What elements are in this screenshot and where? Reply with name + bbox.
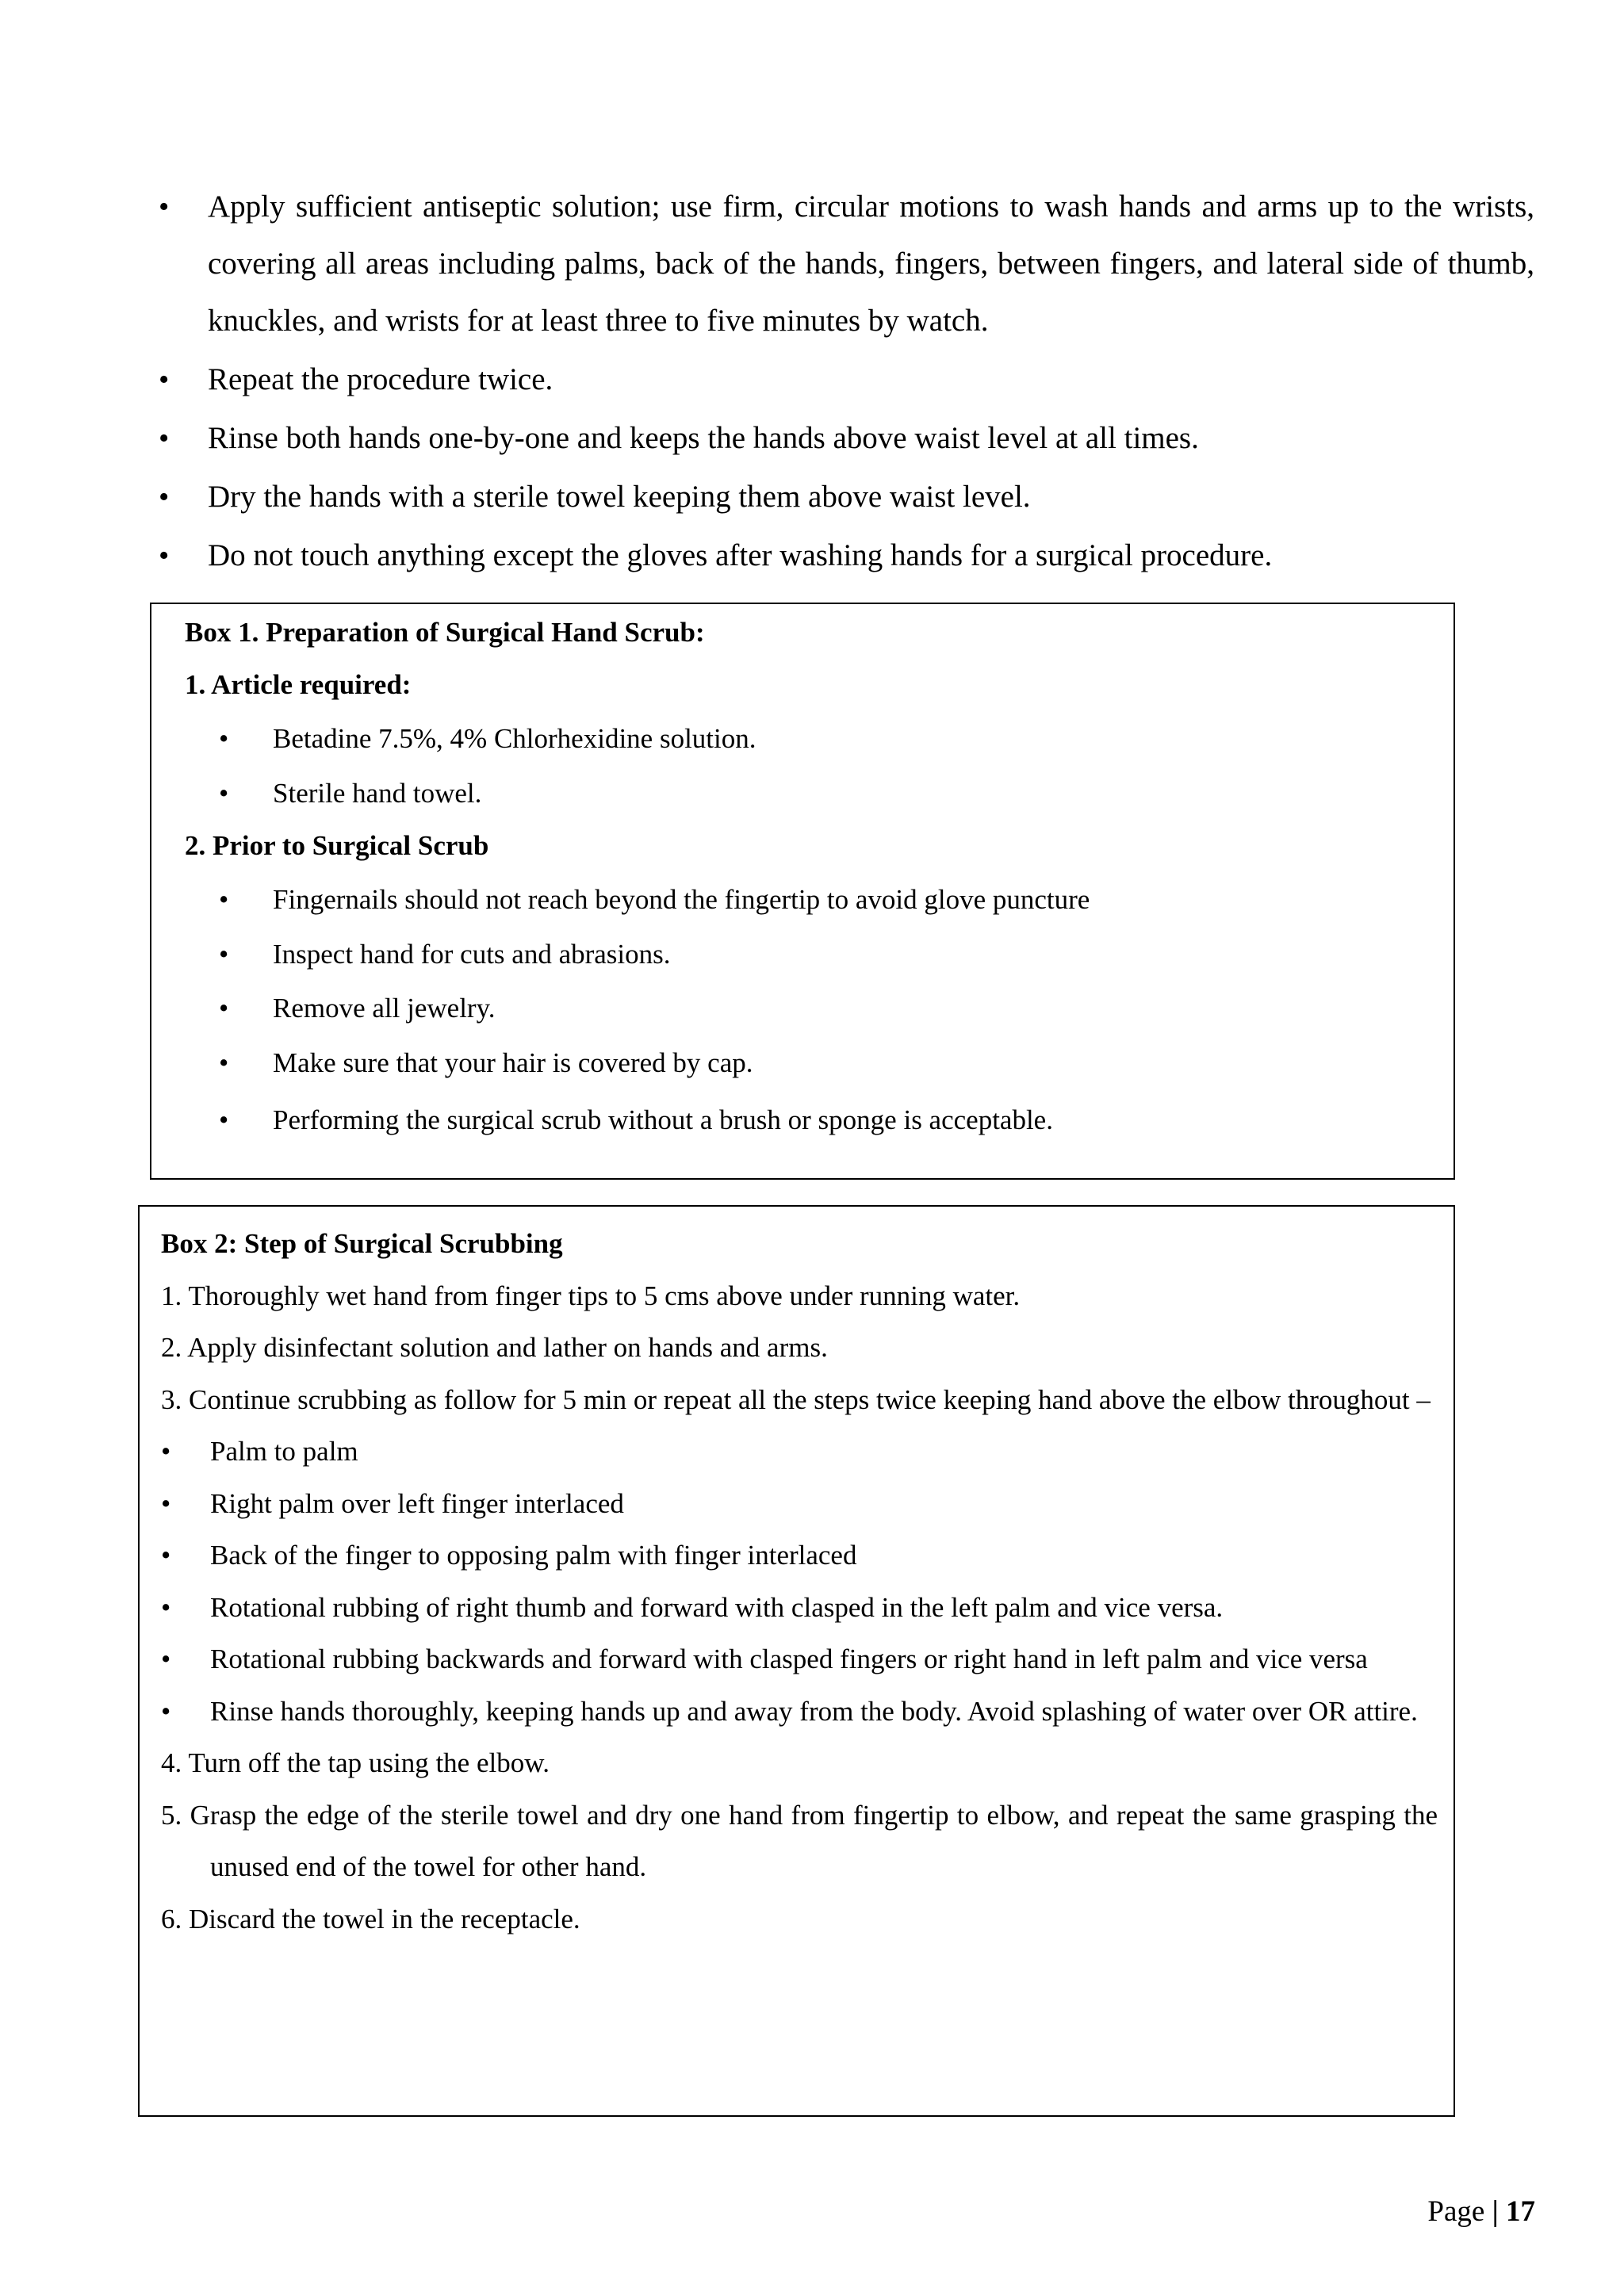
list-item: • Palm to palm: [161, 1425, 1438, 1478]
list-item: • Dry the hands with a sterile towel keeping them above waist level.: [159, 469, 1534, 526]
step-1: 1. Thoroughly wet hand from finger tips to 5 cms above under running water.: [161, 1280, 1021, 1311]
list-item: • Right palm over left finger interlaced: [161, 1478, 1438, 1530]
list-item: • Rotational rubbing backwards and forward with clasped fingers or right hand in left palm and vice versa: [161, 1633, 1438, 1686]
step-5: 5. Grasp the edge of the sterile towel and dry one hand from fingertip to elbow, and repeat the same grasping the unused end of the towel for other hand.: [161, 1799, 1438, 1882]
list-item: • Back of the finger to opposing palm with finger interlaced: [161, 1529, 1438, 1582]
list-item: • Sterile hand towel.: [219, 767, 1424, 821]
box2-content: [161, 1218, 1438, 1945]
box1-section2-heading: 2. Prior to Surgical Scrub: [185, 830, 489, 861]
box-surgical-scrub-preparation: [150, 603, 1455, 1180]
list-item: • Rinse hands thoroughly, keeping hands up and away from the body. Avoid splashing of water over OR attire.: [161, 1686, 1438, 1738]
list-item: • Remove all jewelry.: [219, 982, 1424, 1036]
list-item: • Repeat the procedure twice.: [159, 351, 1534, 408]
box1-section1-heading: 1. Article required:: [185, 669, 412, 700]
list-item: • Fingernails should not reach beyond the fingertip to avoid glove puncture: [219, 873, 1424, 928]
box-surgical-scrubbing-steps: [138, 1205, 1455, 2117]
list-item: • Rinse both hands one-by-one and keeps the hands above waist level at all times.: [159, 410, 1534, 467]
list-item: • Apply sufficient antiseptic solution; use firm, circular motions to wash hands and arms up to the wrists, covering all areas including palms, back of the hands, fingers, between fingers, and lateral side of thumb, knuckles, and wrists for at least three to five minutes by watch.: [159, 178, 1534, 350]
box2-title: Box 2: Step of Surgical Scrubbing: [161, 1228, 563, 1259]
page-label: Page: [1427, 2195, 1485, 2228]
list-item: • Inspect hand for cuts and abrasions.: [219, 928, 1424, 982]
box1-section2-list: [219, 873, 1424, 1148]
box1-title: Box 1. Preparation of Surgical Hand Scrub:: [185, 617, 705, 648]
box1-section1-list: [219, 712, 1424, 821]
list-item: • Make sure that your hair is covered by cap.: [219, 1036, 1424, 1091]
page-separator: |: [1492, 2195, 1499, 2228]
step-4: 4. Turn off the tap using the elbow.: [161, 1747, 550, 1778]
step-2: 2. Apply disinfectant solution and lather on hands and arms.: [161, 1332, 828, 1363]
list-item: • Performing the surgical scrub without a brush or sponge is acceptable.: [219, 1093, 1424, 1148]
hand-wash-steps-list: [159, 178, 1534, 586]
list-item: • Do not touch anything except the gloves after washing hands for a surgical procedure.: [159, 527, 1534, 584]
list-item: • Rotational rubbing of right thumb and forward with clasped in the left palm and vice versa.: [161, 1582, 1438, 1634]
list-item: • Betadine 7.5%, 4% Chlorhexidine solution.: [219, 712, 1424, 767]
page-footer: [1427, 2195, 1535, 2229]
step-3: 3. Continue scrubbing as follow for 5 min or repeat all the steps twice keeping hand above the elbow throughout –: [161, 1383, 1431, 1415]
step-6: 6. Discard the towel in the receptacle.: [161, 1903, 580, 1934]
page-number: 17: [1506, 2195, 1535, 2228]
